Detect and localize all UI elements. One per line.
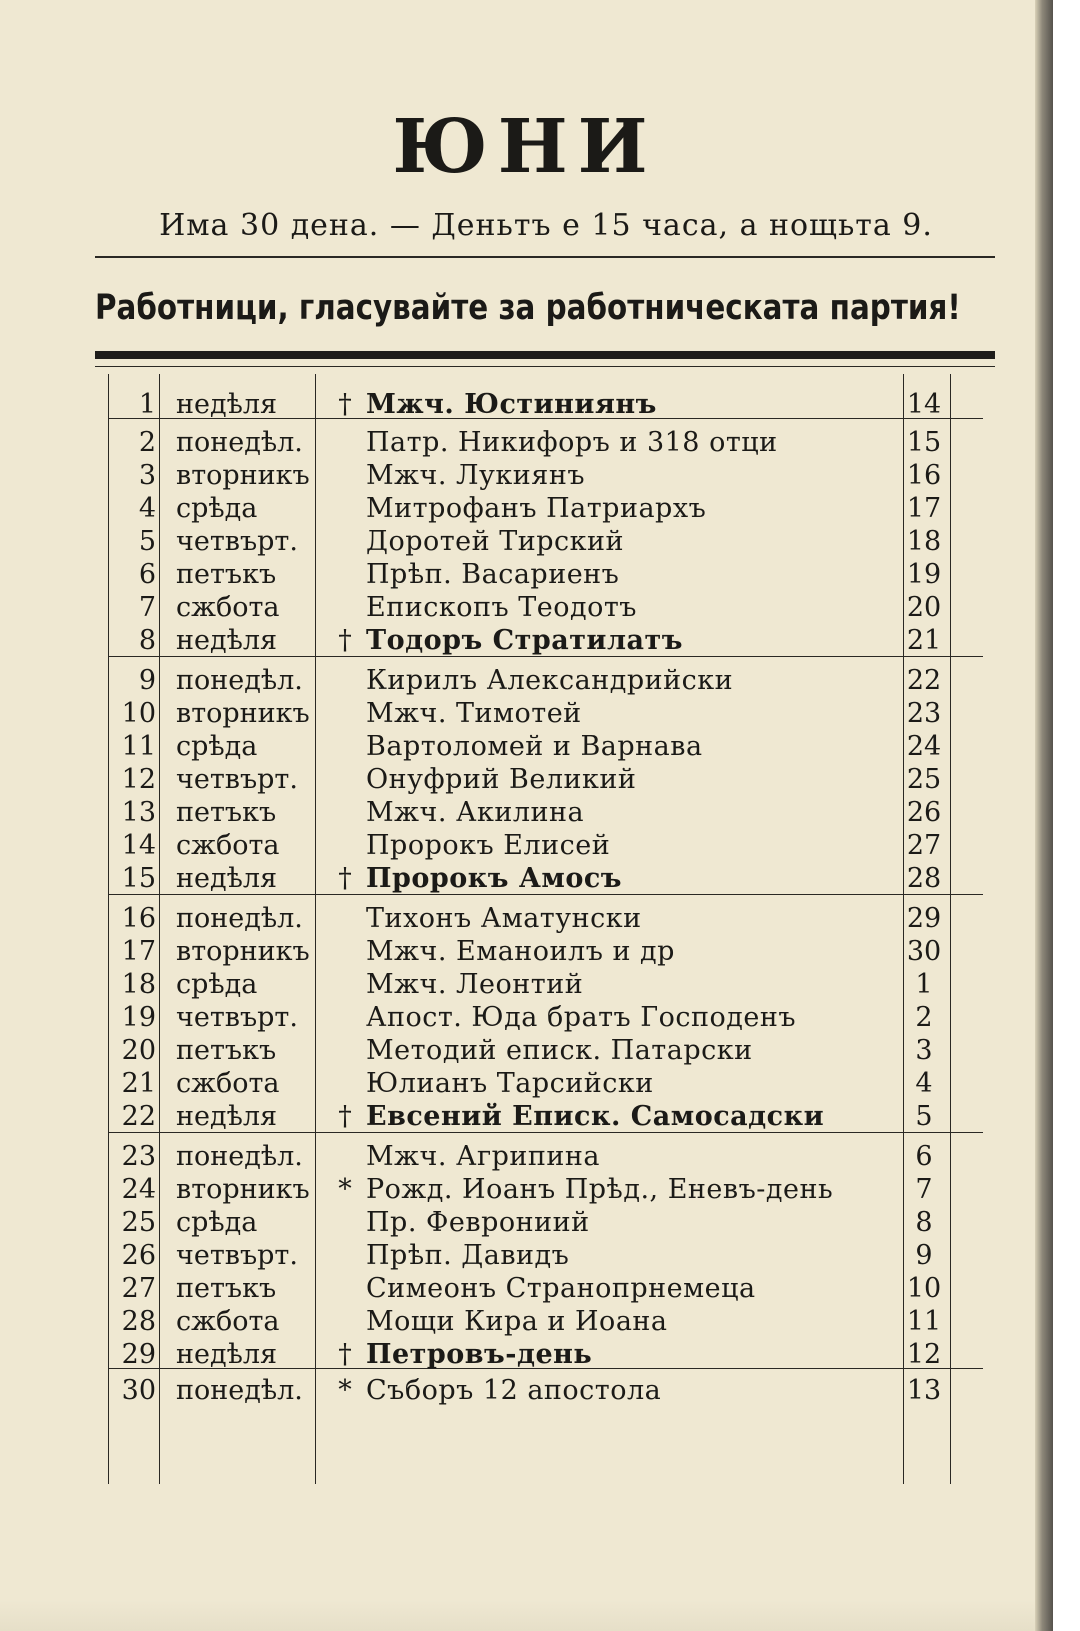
day-number: 9 bbox=[138, 665, 156, 696]
calendar-row bbox=[108, 558, 983, 592]
holiday-mark: * bbox=[338, 1375, 352, 1406]
old-style-date: 13 bbox=[906, 1375, 942, 1406]
day-number: 28 bbox=[121, 1306, 156, 1337]
saint-name: Съборъ 12 апостола bbox=[366, 1375, 662, 1406]
day-number: 25 bbox=[121, 1207, 156, 1238]
divider-rule bbox=[95, 256, 995, 258]
old-style-date: 16 bbox=[906, 460, 942, 491]
page-bottom-margin bbox=[0, 1600, 1050, 1631]
old-style-date: 4 bbox=[915, 1068, 933, 1099]
saint-name: Мжч. Еманоилъ и др bbox=[366, 936, 675, 967]
old-style-date: 26 bbox=[906, 797, 942, 828]
calendar-row bbox=[108, 796, 983, 830]
day-number: 4 bbox=[138, 493, 156, 524]
calendar-row bbox=[108, 697, 983, 731]
old-style-date: 2 bbox=[915, 1002, 933, 1033]
old-style-date: 10 bbox=[906, 1273, 942, 1304]
thick-rule bbox=[95, 351, 995, 359]
calendar-row bbox=[108, 459, 983, 493]
slogan: Работници, гласувайте за работническата партия! bbox=[95, 288, 961, 328]
day-number: 16 bbox=[121, 903, 156, 934]
saint-name: Пророкъ Амосъ bbox=[366, 863, 622, 894]
weekday: петъкъ bbox=[176, 1273, 277, 1304]
calendar-row bbox=[108, 1374, 983, 1408]
day-number: 21 bbox=[121, 1068, 156, 1099]
saint-name: Мощи Кира и Иоана bbox=[366, 1306, 668, 1337]
saint-name: Тодоръ Стратилатъ bbox=[366, 625, 683, 656]
day-number: 5 bbox=[138, 526, 156, 557]
holiday-mark: † bbox=[338, 1339, 352, 1370]
weekday: вторникъ bbox=[176, 936, 310, 967]
day-number: 20 bbox=[121, 1035, 156, 1066]
weekday: петъкъ bbox=[176, 1035, 277, 1066]
old-style-date: 11 bbox=[906, 1306, 942, 1337]
old-style-date: 18 bbox=[906, 526, 942, 557]
day-number: 22 bbox=[121, 1101, 156, 1132]
calendar-row bbox=[108, 1140, 983, 1174]
saint-name: Юлианъ Тарсийски bbox=[366, 1068, 654, 1099]
weekday: понедѣл. bbox=[176, 903, 303, 934]
day-number: 18 bbox=[121, 969, 156, 1000]
saint-name: Симеонъ Странопрнемеца bbox=[366, 1273, 756, 1304]
day-number: 29 bbox=[121, 1339, 156, 1370]
weekday: недѣля bbox=[176, 625, 278, 656]
old-style-date: 12 bbox=[906, 1339, 942, 1370]
month-title: ЮНИ bbox=[392, 104, 658, 190]
calendar-row bbox=[108, 388, 983, 422]
saint-name: Петровъ-день bbox=[366, 1339, 593, 1370]
saint-name: Мжч. Юстиниянъ bbox=[366, 389, 657, 420]
old-style-date: 6 bbox=[915, 1141, 933, 1172]
calendar-row bbox=[108, 1173, 983, 1207]
weekday: четвърт. bbox=[176, 1002, 298, 1033]
old-style-date: 19 bbox=[906, 559, 942, 590]
saint-name: Мжч. Тимотей bbox=[366, 698, 582, 729]
day-number: 2 bbox=[138, 427, 156, 458]
calendar-row bbox=[108, 1067, 983, 1101]
weekday: вторникъ bbox=[176, 698, 310, 729]
saint-name: Прѣп. Давидъ bbox=[366, 1240, 570, 1271]
weekday: четвърт. bbox=[176, 526, 298, 557]
old-style-date: 17 bbox=[906, 493, 942, 524]
old-style-date: 29 bbox=[906, 903, 942, 934]
calendar-row bbox=[108, 1272, 983, 1306]
weekday: недѣля bbox=[176, 863, 278, 894]
day-number: 8 bbox=[138, 625, 156, 656]
saint-name: Мжч. Акилина bbox=[366, 797, 585, 828]
day-number: 14 bbox=[121, 830, 156, 861]
day-number: 11 bbox=[121, 731, 156, 762]
saint-name: Мжч. Агрипина bbox=[366, 1141, 600, 1172]
old-style-date: 1 bbox=[915, 969, 933, 1000]
calendar-row bbox=[108, 829, 983, 863]
saint-name: Патр. Никифоръ и 318 отци bbox=[366, 427, 778, 458]
weekday: срѣда bbox=[176, 1207, 258, 1238]
calendar-row bbox=[108, 1100, 983, 1134]
day-number: 26 bbox=[121, 1240, 156, 1271]
saint-name: Прѣп. Васариенъ bbox=[366, 559, 620, 590]
old-style-date: 22 bbox=[906, 665, 942, 696]
calendar-row bbox=[108, 1305, 983, 1339]
saint-name: Мжч. Лукиянъ bbox=[366, 460, 585, 491]
weekday: недѣля bbox=[176, 389, 278, 420]
day-number: 12 bbox=[121, 764, 156, 795]
calendar-row bbox=[108, 862, 983, 896]
day-number: 24 bbox=[121, 1174, 156, 1205]
old-style-date: 28 bbox=[906, 863, 942, 894]
weekday: срѣда bbox=[176, 493, 258, 524]
old-style-date: 5 bbox=[915, 1101, 933, 1132]
saint-name: Мжч. Леонтий bbox=[366, 969, 584, 1000]
calendar-row bbox=[108, 1206, 983, 1240]
day-number: 10 bbox=[121, 698, 156, 729]
saint-name: Епископъ Теодотъ bbox=[366, 592, 637, 623]
weekday: понедѣл. bbox=[176, 1375, 303, 1406]
weekday: сжбота bbox=[176, 1306, 280, 1337]
day-number: 7 bbox=[138, 592, 156, 623]
holiday-mark: † bbox=[338, 863, 352, 894]
day-number: 17 bbox=[121, 936, 156, 967]
calendar-row bbox=[108, 935, 983, 969]
saint-name: Евсений Еписк. Самосадски bbox=[366, 1101, 825, 1132]
saint-name: Кирилъ Александрийски bbox=[366, 665, 734, 696]
weekday: петъкъ bbox=[176, 797, 277, 828]
day-number: 15 bbox=[121, 863, 156, 894]
holiday-mark: † bbox=[338, 625, 352, 656]
old-style-date: 3 bbox=[915, 1035, 933, 1066]
old-style-date: 27 bbox=[906, 830, 942, 861]
holiday-mark: † bbox=[338, 389, 352, 420]
old-style-date: 21 bbox=[906, 625, 942, 656]
saint-name: Вартоломей и Варнава bbox=[366, 731, 703, 762]
saint-name: Пр. Феврониий bbox=[366, 1207, 590, 1238]
old-style-date: 15 bbox=[906, 427, 942, 458]
holiday-mark: † bbox=[338, 1101, 352, 1132]
page-edge-shadow bbox=[1035, 0, 1053, 1631]
old-style-date: 30 bbox=[906, 936, 942, 967]
weekday: сжбота bbox=[176, 592, 280, 623]
weekday: понедѣл. bbox=[176, 1141, 303, 1172]
weekday: срѣда bbox=[176, 731, 258, 762]
calendar-row bbox=[108, 763, 983, 797]
day-number: 27 bbox=[121, 1273, 156, 1304]
calendar-row bbox=[108, 1034, 983, 1068]
weekday: недѣля bbox=[176, 1339, 278, 1370]
saint-name: Тихонъ Аматунски bbox=[366, 903, 642, 934]
day-number: 3 bbox=[138, 460, 156, 491]
weekday: четвърт. bbox=[176, 764, 298, 795]
saint-name: Митрофанъ Патриархъ bbox=[366, 493, 707, 524]
weekday: сжбота bbox=[176, 1068, 280, 1099]
weekday: срѣда bbox=[176, 969, 258, 1000]
old-style-date: 25 bbox=[906, 764, 942, 795]
calendar-row bbox=[108, 426, 983, 460]
calendar-row bbox=[108, 1239, 983, 1273]
weekday: четвърт. bbox=[176, 1240, 298, 1271]
calendar-row bbox=[108, 730, 983, 764]
saint-name: Доротей Тирский bbox=[366, 526, 625, 557]
calendar-row bbox=[108, 1001, 983, 1035]
saint-name: Методий еписк. Патарски bbox=[366, 1035, 753, 1066]
weekday: вторникъ bbox=[176, 1174, 310, 1205]
day-number: 23 bbox=[121, 1141, 156, 1172]
calendar-row bbox=[108, 968, 983, 1002]
calendar-row bbox=[108, 492, 983, 526]
old-style-date: 8 bbox=[915, 1207, 933, 1238]
saint-name: Апост. Юда братъ Господенъ bbox=[366, 1002, 797, 1033]
calendar-row bbox=[108, 664, 983, 698]
calendar-row bbox=[108, 902, 983, 936]
calendar-row bbox=[108, 525, 983, 559]
old-style-date: 23 bbox=[906, 698, 942, 729]
day-number: 13 bbox=[121, 797, 156, 828]
holiday-mark: * bbox=[338, 1174, 352, 1205]
calendar-row bbox=[108, 624, 983, 658]
day-number: 19 bbox=[121, 1002, 156, 1033]
weekday: вторникъ bbox=[176, 460, 310, 491]
thin-rule bbox=[95, 366, 995, 367]
month-subtitle: Има 30 дена. — Деньтъ е 15 часа, а нощьта 9. bbox=[159, 208, 933, 243]
day-number: 6 bbox=[138, 559, 156, 590]
saint-name: Онуфрий Великий bbox=[366, 764, 637, 795]
old-style-date: 14 bbox=[906, 389, 942, 420]
old-style-date: 9 bbox=[915, 1240, 933, 1271]
calendar-row bbox=[108, 1338, 983, 1372]
old-style-date: 24 bbox=[906, 731, 942, 762]
weekday: сжбота bbox=[176, 830, 280, 861]
weekday: недѣля bbox=[176, 1101, 278, 1132]
old-style-date: 7 bbox=[915, 1174, 933, 1205]
day-number: 1 bbox=[138, 389, 156, 420]
weekday: понедѣл. bbox=[176, 427, 303, 458]
day-number: 30 bbox=[121, 1375, 156, 1406]
saint-name: Рожд. Иоанъ Прѣд., Еневъ-день bbox=[366, 1174, 834, 1205]
weekday: понедѣл. bbox=[176, 665, 303, 696]
weekday: петъкъ bbox=[176, 559, 277, 590]
old-style-date: 20 bbox=[906, 592, 942, 623]
calendar-row bbox=[108, 591, 983, 625]
saint-name: Пророкъ Елисей bbox=[366, 830, 611, 861]
calendar-table bbox=[108, 374, 983, 1484]
